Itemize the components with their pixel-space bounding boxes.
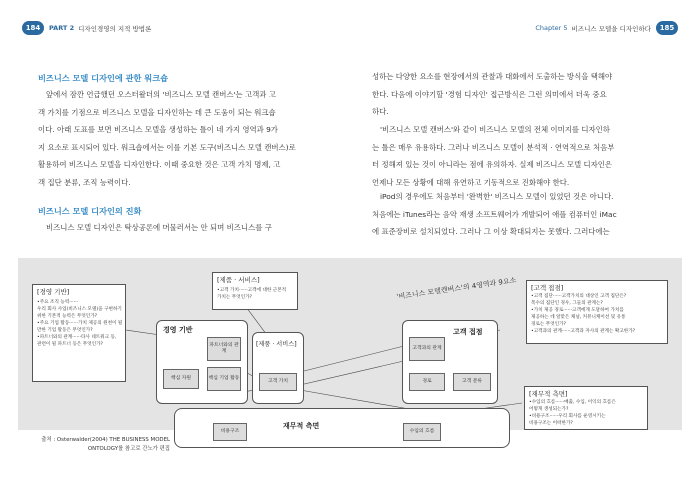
annotation-title: [재무적 측면] (529, 390, 568, 398)
cell-customer-segments: 고객 분류 (453, 373, 491, 391)
para-line: 언제나 모든 상황에 대해 유연하고 기동적으로 진화해야 한다. (372, 177, 570, 187)
annotation-line: •파트너와의 관계······타사 네트워크 등, (37, 335, 117, 340)
annotation-line: •고객 가치······고객에 대한 근본적 (217, 288, 287, 293)
source-caption (16, 436, 170, 454)
para-line: 처음에는 iTunes라는 음악 재생 소프트웨어가 개발되어 애플 컴퓨터인 iMac (372, 209, 617, 219)
left-page-number: 184 (22, 21, 44, 35)
connector-line (300, 345, 408, 372)
annotation-line: 만한 기업 활동은 무엇인가? (37, 328, 93, 333)
annotation-line: •가치 제공 경로······고객에게 도달하여 가치를 (531, 308, 624, 313)
annotation-title: [고객 접점] (531, 284, 564, 292)
annotation-line: •고객과의 관계······고객과 자사의 관계는 확고한가? (531, 329, 636, 334)
annotation-line: 제공하는 데 알맞은 채널, 커뮤니케이션 및 유통 (531, 315, 626, 320)
connector-line (300, 390, 415, 410)
heading-evolution: 비즈니스 모델 디자인의 진화 (38, 206, 142, 216)
annotation-line: •고객 집단······고객가치의 대상인 고객 집단은? (531, 294, 627, 299)
cell-channels: 경로 (409, 373, 445, 391)
cell-revenue-streams: 수입의 흐름 (403, 423, 441, 441)
para-line: 객 가치를 기점으로 비즈니스 모델을 디자인하는 데 큰 도움이 되는 워크숍 (38, 107, 276, 117)
block-title: 고객 접점 (453, 328, 483, 336)
para-line: 터 정해져 있는 것이 아니라는 점에 유의하자. 실제 비즈니스 모델 디자인은 (372, 160, 613, 169)
block-customer-interface (402, 320, 498, 404)
block-title: 재무적 측면 (283, 422, 320, 430)
annotation-line: 위한 기본적 능력은 무엇인가? (37, 314, 98, 319)
annotation-line: •비용구조······우리 회사를 운영시키는 (529, 414, 606, 419)
block-title: 경영 기반 (163, 326, 193, 334)
block-title: [제품 · 서비스] (256, 341, 297, 348)
block-offering (252, 332, 304, 404)
para-line: 객 집단 분류, 조직 능력이다. (38, 177, 131, 187)
para-line: 지 요소로 표시되어 있다. 워크숍에서는 이를 기본 도구(비즈니스 모델 캔버스)로 (38, 142, 296, 152)
right-chapter-label: Chapter 5 (535, 24, 568, 32)
heading-workshop: 비즈니스 모델 디자인에 관한 워크숍 (38, 73, 169, 83)
annotation-items (37, 299, 123, 348)
caption-line: ONTOLOGY를 참고로 간노가 편집 (87, 446, 170, 452)
para-line: 에 표준장비로 설치되었다. 그러나 그 이상 확대되지는 못했다. 그러다에는 (372, 227, 610, 236)
cell-key-resources: 핵심 자원 (163, 369, 199, 389)
block-infrastructure (156, 320, 248, 404)
annotation-customer-interface (526, 280, 668, 344)
block-financial-aspects (174, 408, 510, 448)
para-line: iPod의 경우에도 처음부터 '완벽한' 비즈니스 모델이 있었던 것은 아니다. (380, 192, 614, 201)
annotation-items (529, 399, 647, 427)
annotation-items (217, 287, 297, 301)
cell-customer-relationship: 고객과의 관계 (409, 337, 445, 361)
annotation-line: •주요 조직 능력······ (37, 300, 79, 305)
annotation-product-service (212, 272, 298, 310)
annotation-line: 어떻게 생성되는가? (529, 407, 569, 412)
left-part-label: PART 2 (49, 24, 75, 32)
annotation-title: [제품 · 서비스] (217, 276, 260, 284)
para-line: 활용하여 비즈니스 모델을 디자인한다. 이때 중요한 것은 고객 가치 명제, 고 (38, 160, 281, 169)
para-line: 비즈니스 모델 디자인은 탁상공론에 머물러서는 안 되며 비즈니스를 구 (46, 223, 272, 232)
annotation-line: 비용구조는 어떠한가? (529, 421, 573, 426)
connector-line (300, 360, 408, 385)
annotation-line: 가치는 무엇인가? (217, 295, 252, 300)
para-line: 한다. 다음에 이야기할 '경험 디자인' 접근방식은 그런 의미에서 더욱 중요 (372, 89, 607, 99)
annotation-line: 경로는 무엇인가? (531, 322, 566, 327)
cell-value-proposition: 고객 가치 (259, 373, 297, 391)
cell-key-activities: 핵심 기업 활동 (207, 367, 241, 391)
para-line: 성하는 다양한 요소를 현장에서의 관찰과 대화에서 도출하는 방식을 택해야 (372, 72, 613, 81)
right-page-number: 185 (656, 21, 678, 35)
annotation-line: 복수의 집단인 경우, 그들의 관계는? (531, 301, 603, 306)
para-line: 앞에서 잠깐 언급했던 오스터왈더의 '비즈니스 모델 캔버스'는 고객과 고 (46, 90, 276, 99)
annotation-line: •주요 기업 활동······가치 제공의 원천이 될 (37, 321, 123, 326)
para-line: 하다. (372, 107, 389, 116)
annotation-financial (524, 386, 648, 430)
cell-cost-structure: 비용구조 (213, 423, 247, 441)
caption-line: 출처 : Osterwalder(2004) THE BUSINESS MODEL (41, 437, 170, 443)
para-line: 는 틀은 매우 유용하다. 그러나 비즈니스 모델이 분석적 · 연역적으로 처음부 (372, 142, 615, 152)
handwritten-note: '비즈니스 모델캔버스'의 4영역과 9요소 (396, 276, 517, 302)
annotation-line: 관련이 될 파트너 등은 무엇인가? (37, 342, 103, 347)
annotation-line: 우리 회사 사업(비즈니스 모델)을 구현하기 (37, 307, 122, 312)
cell-partner: 파트너와의 관계 (207, 337, 241, 361)
left-running-title: 디자인경영의 지적 방법론 (78, 24, 152, 33)
annotation-foundation (32, 284, 126, 382)
annotation-line: •수입의 흐름······매출, 수입, 이익의 흐름은 (529, 400, 616, 405)
annotation-items (531, 293, 665, 335)
para-line: '비즈니스 모델 캔버스'와 같이 비즈니스 모델의 전체 이미지를 디자인하 (380, 125, 610, 134)
para-line: 이다. 아래 도표를 보면 비즈니스 모델을 생성하는 틀이 네 가지 영역과 9가 (38, 125, 278, 134)
annotation-title: [경영 기반] (37, 288, 70, 296)
connector-line (126, 330, 160, 335)
right-running-title: 비즈니스 모델을 디자인하다 (571, 24, 651, 33)
